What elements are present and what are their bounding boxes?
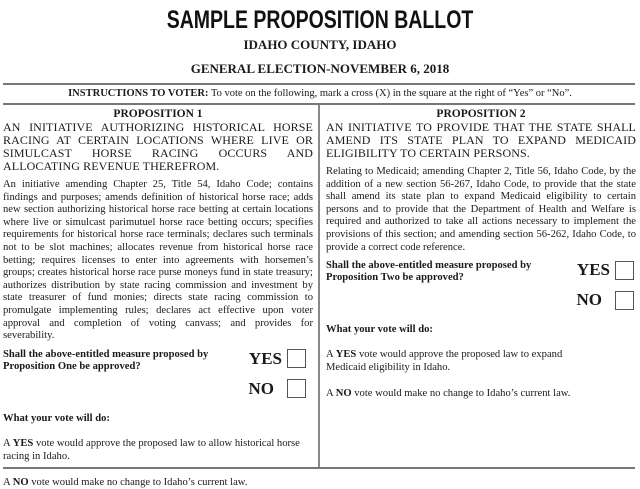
no-choice[interactable]	[249, 379, 307, 399]
proposition-question: Shall the above-entitled measure proposed by Proposition One be approved?	[3, 348, 209, 372]
yes-prefix: A	[326, 349, 336, 361]
instructions-label: INSTRUCTIONS TO VOTER:	[68, 88, 209, 99]
question-row	[3, 349, 313, 409]
no-label: NO	[248, 378, 274, 398]
question-row	[326, 260, 636, 320]
yes-label: YES	[248, 348, 282, 368]
no-word: NO	[335, 388, 352, 400]
no-explanation	[326, 387, 636, 400]
proposition-question: Shall the above-entitled measure proposed by Proposition Two be approved?	[326, 260, 532, 284]
yes-label: YES	[576, 260, 610, 280]
ballot-title: SAMPLE PROPOSITION BALLOT	[166, 6, 474, 34]
what-your-vote-heading: What your vote will do:	[3, 412, 110, 424]
no-prefix: A	[326, 388, 336, 400]
yes-explanation	[3, 437, 313, 463]
yes-choice[interactable]	[249, 349, 306, 369]
proposition-body: An initiative amending Chapter 25, Title 54, Idaho Code; contains findings and purposes; amends definition of historical horse race; adds new section authorizing historical horse race betting at certain locations where live or simulcast parimutuel horse race betting occurs; specifies requirements for historical horse race terminals; declares such terminals not to be slot machines; allocates revenue from historical horse race betting; requires licenses to enter into agreements with horsemen’s groups; creates historical horse race purse moneys fund in state treasury; authorizes distribution by state racing commission and investment by state treasurer of fund monies; directs state racing commission to promulgate implementing rules; declares act effective upon voter approval and completion of voting canvass; and provides for severability.	[3, 179, 313, 342]
proposition-2	[326, 108, 636, 400]
yes-text: vote would approve the proposed law to allow historical horse racing in Idaho.	[3, 437, 300, 462]
proposition-heading: PROPOSITION 1	[113, 108, 203, 120]
no-prefix: A	[3, 476, 13, 488]
proposition-body: Relating to Medicaid; amending Chapter 2, Title 56, Idaho Code, by the addition of a new section 56-267, Idaho Code, to provide that the state shall amend its state plan to expand Medicaid eligibility to certain persons and to provide that the Department of Health and Welfare is required and authorized to take all actions necessary to implement the provisions of this section; and amending section 56-262, Idaho Code, to provide a correct code reference.	[326, 166, 636, 253]
proposition-heading: PROPOSITION 2	[436, 108, 526, 120]
instructions	[0, 88, 640, 99]
no-checkbox[interactable]	[615, 291, 634, 310]
yes-explanation	[326, 348, 586, 374]
election-name: GENERAL ELECTION-NOVEMBER 6, 2018	[190, 61, 450, 76]
yes-checkbox[interactable]	[287, 349, 306, 368]
instructions-text: To vote on the following, mark a cross (X) in the square at the right of “Yes” or “No”.	[208, 88, 572, 99]
proposition-1	[3, 108, 313, 489]
yes-text: vote would approve the proposed law to expand Medicaid eligibility in Idaho.	[326, 349, 563, 374]
proposition-title: AN INITIATIVE TO PROVIDE THAT THE STATE SHALL AMEND ITS STATE PLAN TO EXPAND MEDICAID ELIGIBILITY TO CERTAIN PERSONS.	[326, 120, 636, 160]
no-checkbox[interactable]	[287, 379, 306, 398]
yes-choice[interactable]	[577, 260, 634, 280]
no-explanation	[3, 476, 313, 489]
yes-word: YES	[12, 437, 34, 449]
yes-word: YES	[335, 349, 357, 361]
yes-checkbox[interactable]	[615, 261, 634, 280]
proposition-title: AN INITIATIVE AUTHORIZING HISTORICAL HORSE RACING AT CERTAIN LOCATIONS WHERE LIVE OR SIMULCAST HORSE RACING OCCURS AND ALLOCATING REVENUE THEREFROM.	[3, 120, 313, 173]
no-text: vote would make no change to Idaho’s current law.	[351, 388, 571, 400]
divider-top	[3, 83, 635, 85]
no-word: NO	[12, 476, 29, 488]
column-divider	[318, 105, 320, 468]
what-your-vote-heading: What your vote will do:	[326, 324, 433, 336]
no-choice[interactable]	[577, 290, 635, 310]
no-label: NO	[576, 290, 602, 310]
county-name: IDAHO COUNTY, IDAHO	[243, 37, 397, 52]
yes-prefix: A	[3, 437, 13, 449]
no-text: vote would make no change to Idaho’s current law.	[28, 476, 248, 488]
